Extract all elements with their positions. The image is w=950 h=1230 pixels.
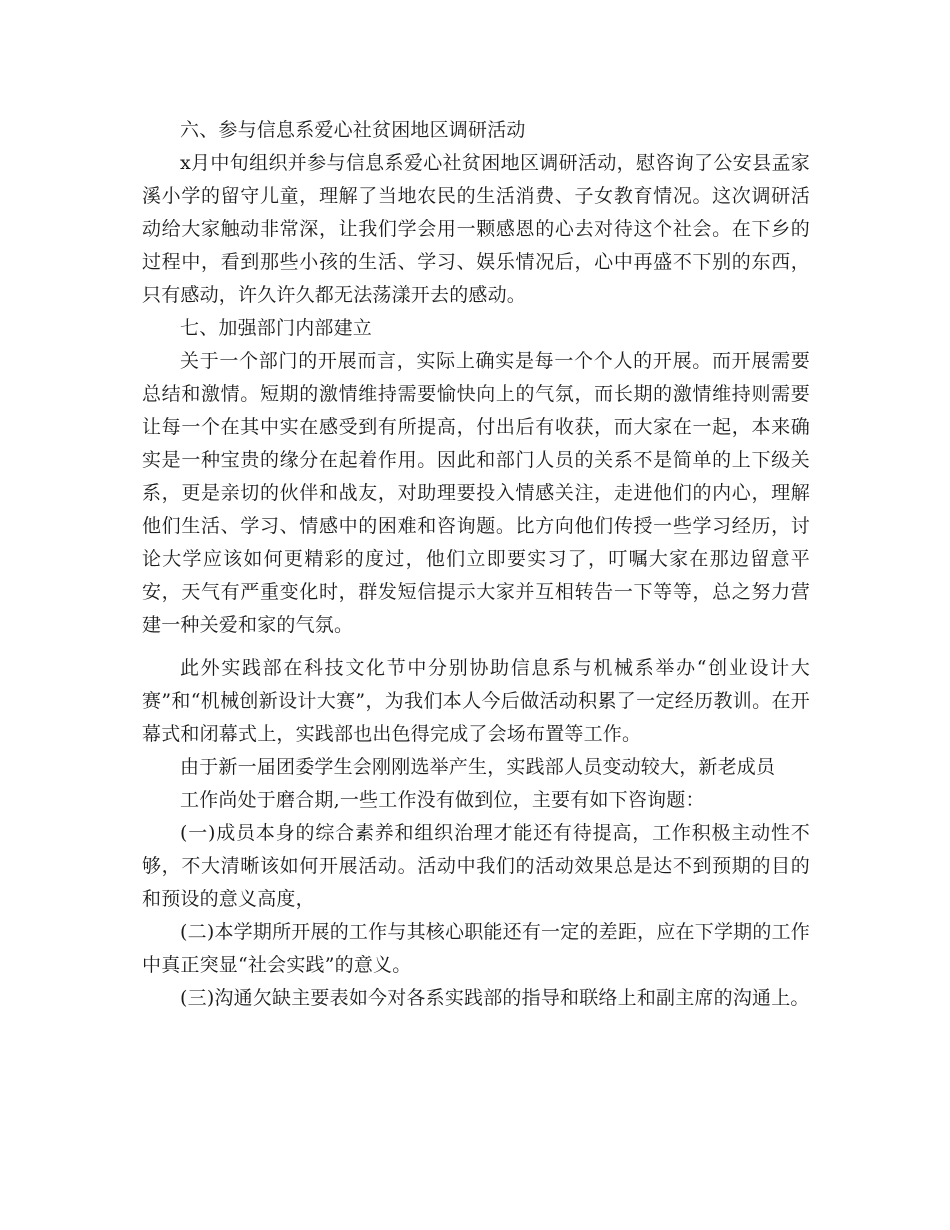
paragraph-department-building: 关于一个部门的开展而言，实际上确实是每一个个人的开展。而开展需要总结和激情。短期的激情维持需要愉快向上的气氛，而长期的激情维持则需要让每一个在其中实在感受到有所提高，付出后有收获，而大家在一起，本来确实是一种宝贵的缘分在起着作用。因此和部门人员的关系不是简单的上下级关系，更是亲切的伙伴和战友，对助理要投入情感关注，走进他们的内心，理解他们生活、学习、情感中的困难和咨询题。比方向他们传授一些学习经历，讨论大学应该如何更精彩的度过，他们立即要实习了，叮嘱大家在那边留意平安，天气有严重变化时，群发短信提示大家并互相转告一下等等，总之努力营建一种关爱和家的气氛。: [142, 350, 810, 636]
section-heading-6: 六、参与信息系爱心社贫困地区调研活动: [180, 119, 526, 141]
paragraph-problem-3: (三)沟通欠缺主要表如今对各系实践部的指导和联络上和副主席的沟通上。: [180, 987, 810, 1009]
paragraph-problem-2: (二)本学期所开展的工作与其核心职能还有一定的差距，应在下学期的工作中真正突显“社会实践”的意义。: [142, 921, 810, 976]
paragraph-new-members: 由于新一届团委学生会刚刚选举产生，实践部人员变动较大，新老成员: [180, 756, 776, 778]
paragraph-tech-festival: 此外实践部在科技文化节中分别协助信息系与机械系举办“创业设计大赛”和“机械创新设计大赛”，为我们本人今后做活动积累了一定经历教训。在开幕式和闭幕式上，实践部也出色得完成了会场布置等工作。: [142, 657, 810, 745]
document-body: [142, 114, 810, 1015]
paragraph-problems-intro: 工作尚处于磨合期,一些工作没有做到位，主要有如下咨询题：: [180, 789, 705, 811]
paragraph-survey-activity: x月中旬组织并参与信息系爱心社贫困地区调研活动，慰咨询了公安县孟家溪小学的留守儿童，理解了当地农民的生活消费、子女教育情况。这次调研活动给大家触动非常深，让我们学会用一颗感恩的心去对待这个社会。在下乡的过程中，看到那些小孩的生活、学习、娱乐情况后，心中再盛不下别的东西，只有感动，许久许久都无法荡漾开去的感动。: [142, 152, 810, 306]
paragraph-problem-1: (一)成员本身的综合素养和组织治理才能还有待提高，工作积极主动性不够，不大清晰该如何开展活动。活动中我们的活动效果总是达不到预期的目的和预设的意义高度，: [142, 822, 810, 910]
section-heading-7: 七、加强部门内部建立: [180, 317, 373, 339]
